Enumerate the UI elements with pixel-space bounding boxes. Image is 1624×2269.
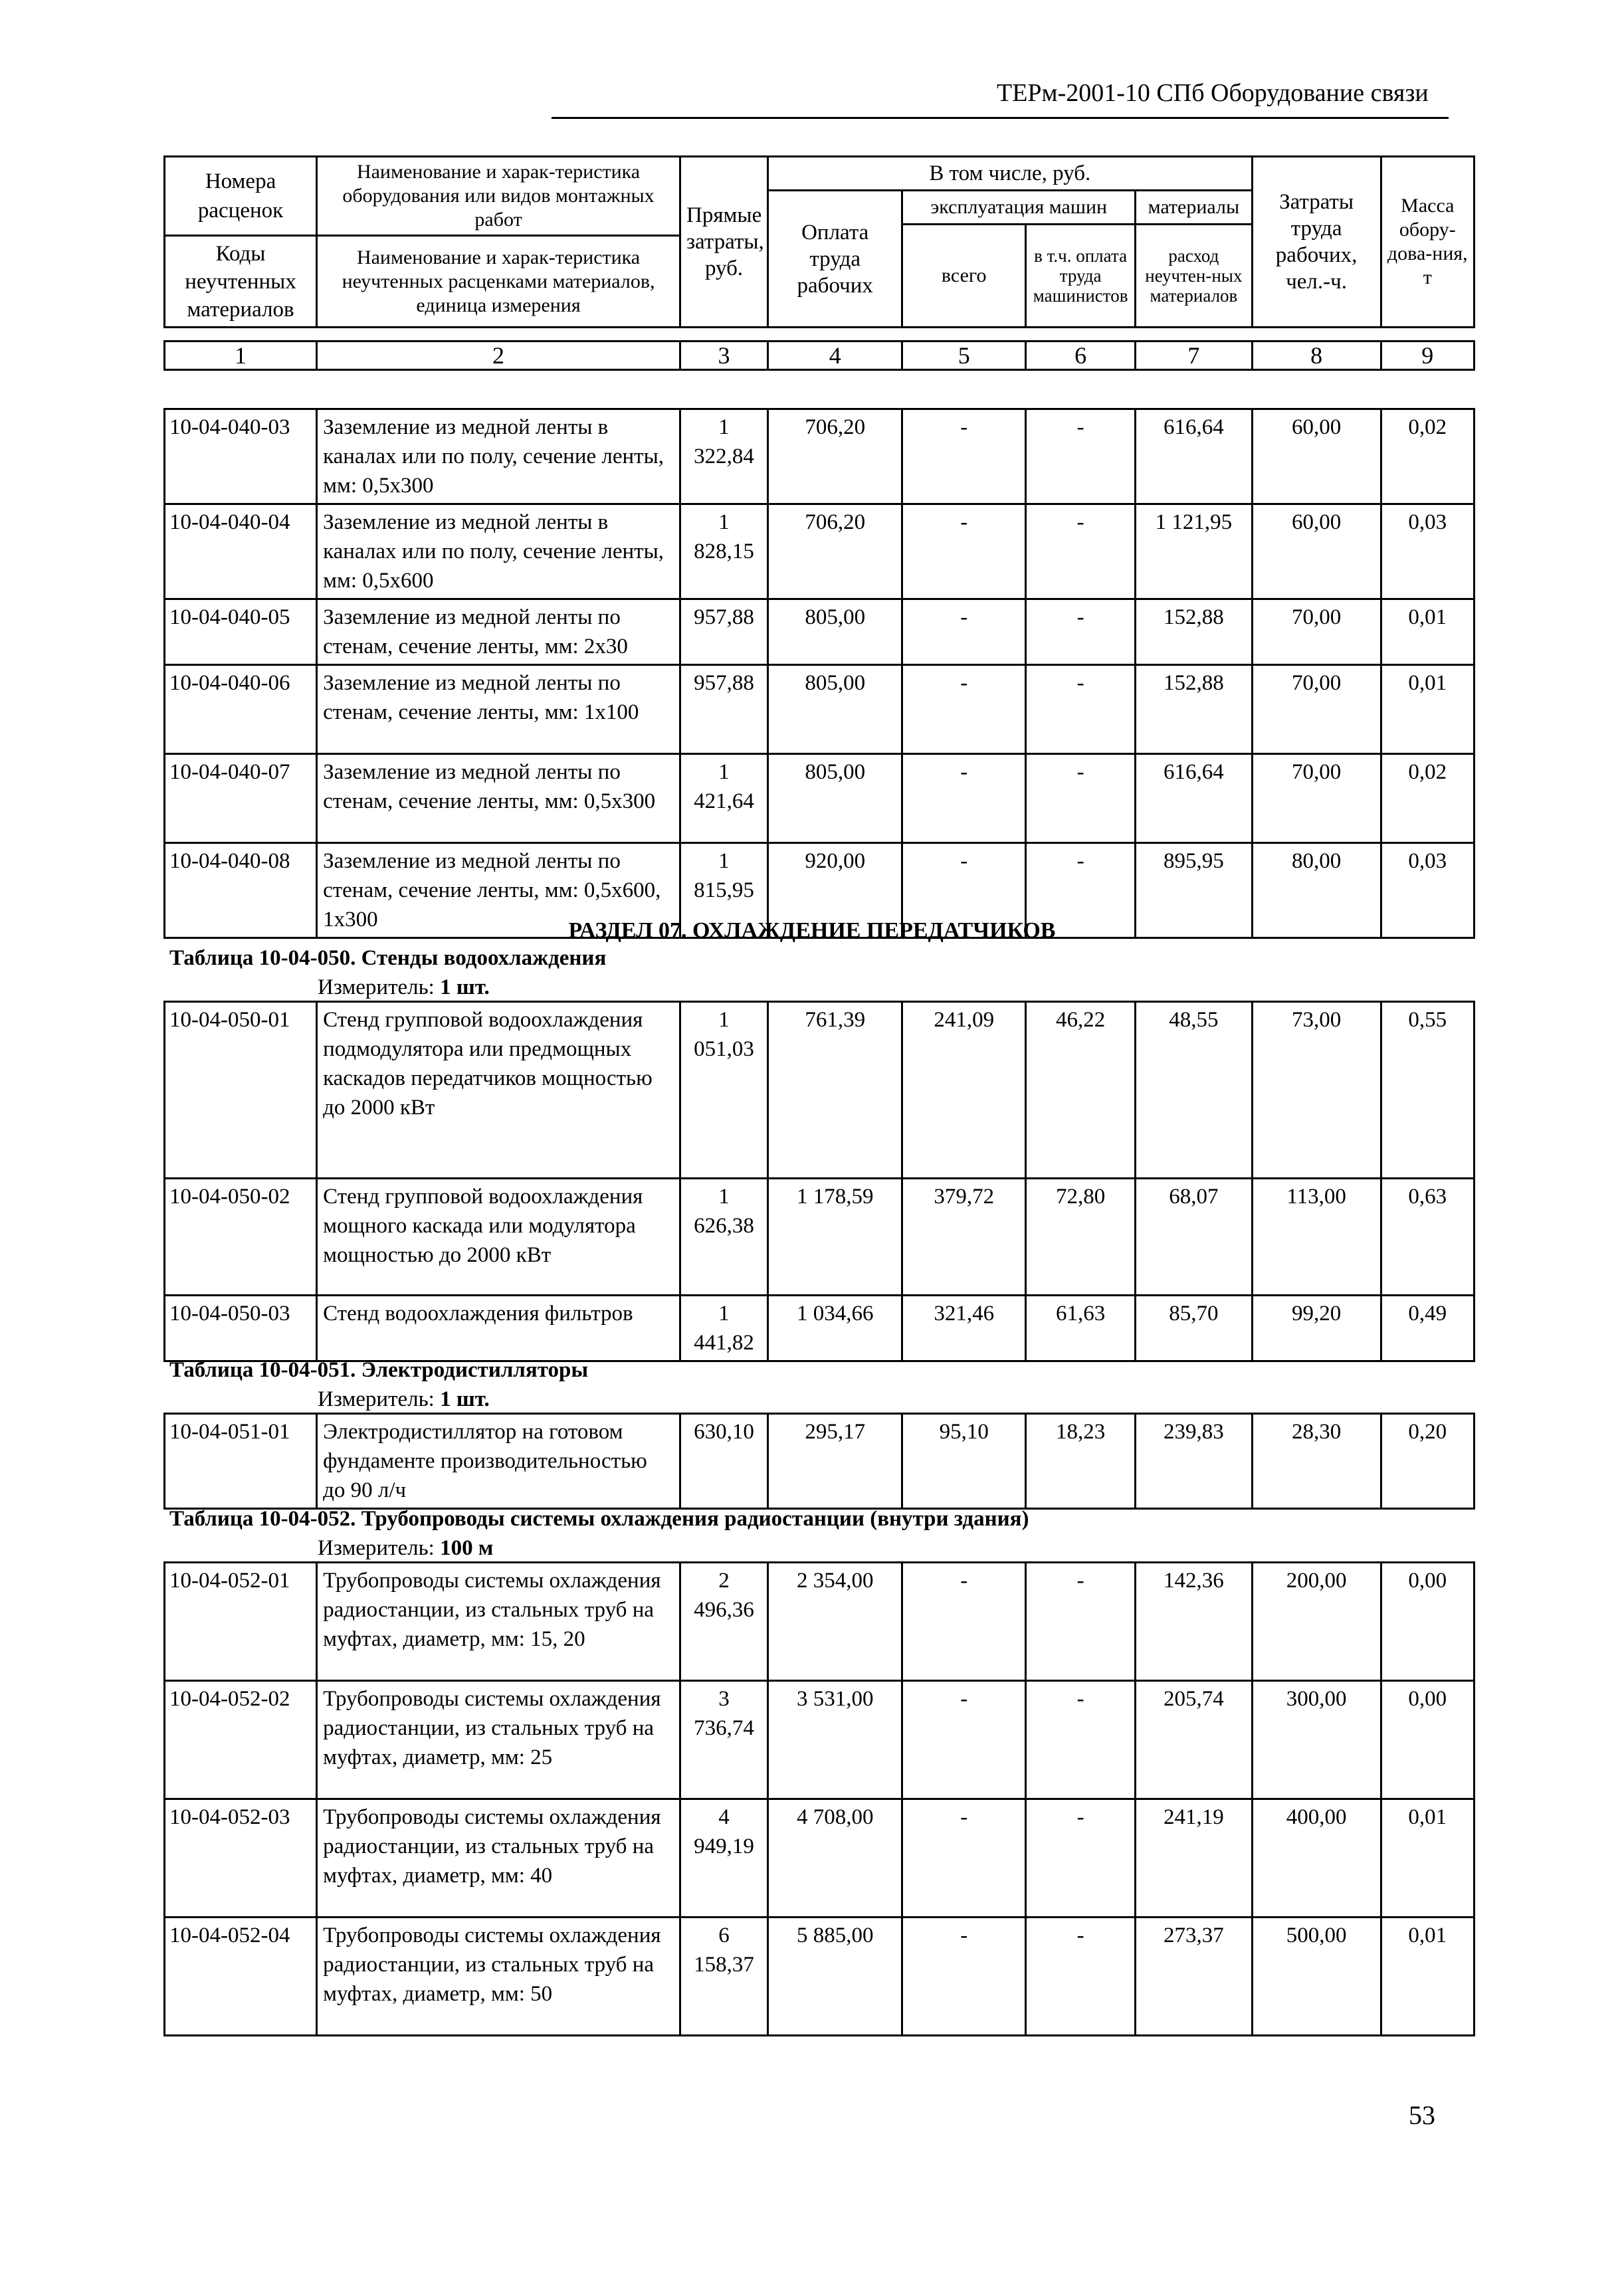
machinist-pay: - bbox=[1026, 1918, 1136, 2036]
column-header-table bbox=[163, 155, 1475, 328]
worker-pay: 805,00 bbox=[768, 599, 902, 665]
materials-cost: 152,88 bbox=[1136, 599, 1252, 665]
labor-hours: 113,00 bbox=[1252, 1179, 1381, 1296]
section-title: РАЗДЕЛ 07. ОХЛАЖДЕНИЕ ПЕРЕДАТЧИКОВ bbox=[568, 918, 1056, 943]
header-machinist-pay: в т.ч. оплата труда машинистов bbox=[1026, 224, 1136, 328]
materials-cost: 239,83 bbox=[1136, 1414, 1252, 1509]
column-number-row bbox=[163, 340, 1475, 371]
labor-hours: 70,00 bbox=[1252, 754, 1381, 843]
machinist-pay: 46,22 bbox=[1026, 1002, 1136, 1179]
header-labor-hours: Затраты труда рабочих, чел.-ч. bbox=[1252, 157, 1381, 328]
rate-code: 10-04-052-01 bbox=[165, 1563, 317, 1681]
rate-code: 10-04-051-01 bbox=[165, 1414, 317, 1509]
header-unaccounted-materials: расход неучтен-ных материалов bbox=[1136, 224, 1252, 328]
header-rate-numbers: Номера расценок bbox=[165, 157, 317, 236]
work-name: Заземление из медной ленты по стенам, сечение ленты, мм: 0,5х600, 1х300 bbox=[317, 843, 680, 938]
labor-hours: 73,00 bbox=[1252, 1002, 1381, 1179]
table-052-measure: Измеритель: 100 м bbox=[318, 1536, 494, 1560]
direct-costs: 630,10 bbox=[680, 1414, 768, 1509]
rate-code: 10-04-040-06 bbox=[165, 665, 317, 754]
direct-costs: 1 441,82 bbox=[680, 1296, 768, 1361]
materials-cost: 895,95 bbox=[1136, 843, 1252, 938]
worker-pay: 805,00 bbox=[768, 754, 902, 843]
materials-cost: 616,64 bbox=[1136, 754, 1252, 843]
worker-pay: 805,00 bbox=[768, 665, 902, 754]
direct-costs: 1 815,95 bbox=[680, 843, 768, 938]
labor-hours: 99,20 bbox=[1252, 1296, 1381, 1361]
machine-total: - bbox=[902, 843, 1026, 938]
work-name: Стенд групповой водоохлаждения мощного каскада или модулятора мощностью до 2000 кВт bbox=[317, 1179, 680, 1296]
worker-pay: 5 885,00 bbox=[768, 1918, 902, 2036]
table-row bbox=[165, 504, 1474, 599]
materials-cost: 616,64 bbox=[1136, 409, 1252, 504]
work-name: Заземление из медной ленты в каналах или по полу, сечение ленты, мм: 0,5х600 bbox=[317, 504, 680, 599]
worker-pay: 706,20 bbox=[768, 409, 902, 504]
machinist-pay: 18,23 bbox=[1026, 1414, 1136, 1509]
rate-code: 10-04-052-02 bbox=[165, 1681, 317, 1799]
header-work-name: Наименование и харак-теристика оборудования или видов монтажных работ bbox=[317, 157, 680, 236]
machine-total: 241,09 bbox=[902, 1002, 1026, 1179]
rates-table-051 bbox=[163, 1413, 1475, 1510]
rates-table-052 bbox=[163, 1561, 1475, 2036]
labor-hours: 28,30 bbox=[1252, 1414, 1381, 1509]
column-number-8: 8 bbox=[1252, 342, 1381, 370]
worker-pay: 1 034,66 bbox=[768, 1296, 902, 1361]
machinist-pay: - bbox=[1026, 504, 1136, 599]
materials-cost: 241,19 bbox=[1136, 1799, 1252, 1918]
rate-code: 10-04-040-04 bbox=[165, 504, 317, 599]
worker-pay: 761,39 bbox=[768, 1002, 902, 1179]
equipment-mass: 0,63 bbox=[1381, 1179, 1474, 1296]
direct-costs: 4 949,19 bbox=[680, 1799, 768, 1918]
worker-pay: 2 354,00 bbox=[768, 1563, 902, 1681]
machine-total: 321,46 bbox=[902, 1296, 1026, 1361]
materials-cost: 85,70 bbox=[1136, 1296, 1252, 1361]
machine-total: - bbox=[902, 599, 1026, 665]
work-name: Трубопроводы системы охлаждения радиостанции, из стальных труб на муфтах, диаметр, мм: 40 bbox=[317, 1799, 680, 1918]
worker-pay: 3 531,00 bbox=[768, 1681, 902, 1799]
column-number-3: 3 bbox=[680, 342, 768, 370]
table-row bbox=[165, 1799, 1474, 1918]
direct-costs: 2 496,36 bbox=[680, 1563, 768, 1681]
header-machine-operation: эксплуатация машин bbox=[902, 191, 1136, 225]
machinist-pay: - bbox=[1026, 754, 1136, 843]
equipment-mass: 0,02 bbox=[1381, 409, 1474, 504]
column-number-4: 4 bbox=[768, 342, 902, 370]
machine-total: 95,10 bbox=[902, 1414, 1026, 1509]
direct-costs: 957,88 bbox=[680, 665, 768, 754]
rate-code: 10-04-050-02 bbox=[165, 1179, 317, 1296]
labor-hours: 200,00 bbox=[1252, 1563, 1381, 1681]
direct-costs: 1 828,15 bbox=[680, 504, 768, 599]
column-number-1: 1 bbox=[165, 342, 317, 370]
materials-cost: 142,36 bbox=[1136, 1563, 1252, 1681]
worker-pay: 4 708,00 bbox=[768, 1799, 902, 1918]
equipment-mass: 0,00 bbox=[1381, 1681, 1474, 1799]
table-050-title: Таблица 10-04-050. Стенды водоохлаждения bbox=[169, 946, 607, 970]
worker-pay: 706,20 bbox=[768, 504, 902, 599]
machinist-pay: - bbox=[1026, 1563, 1136, 1681]
labor-hours: 60,00 bbox=[1252, 504, 1381, 599]
machine-total: - bbox=[902, 665, 1026, 754]
work-name: Трубопроводы системы охлаждения радиостанции, из стальных труб на муфтах, диаметр, мм: 25 bbox=[317, 1681, 680, 1799]
labor-hours: 70,00 bbox=[1252, 665, 1381, 754]
machinist-pay: - bbox=[1026, 1799, 1136, 1918]
header-worker-pay: Оплата труда рабочих bbox=[768, 191, 902, 328]
table-052-title: Таблица 10-04-052. Трубопроводы системы охлаждения радиостанции (внутри здания) bbox=[169, 1507, 1029, 1531]
labor-hours: 300,00 bbox=[1252, 1681, 1381, 1799]
header-direct-costs: Прямые затраты, руб. bbox=[680, 157, 768, 328]
equipment-mass: 0,49 bbox=[1381, 1296, 1474, 1361]
machine-total: - bbox=[902, 1918, 1026, 2036]
direct-costs: 1 051,03 bbox=[680, 1002, 768, 1179]
equipment-mass: 0,00 bbox=[1381, 1563, 1474, 1681]
direct-costs: 1 322,84 bbox=[680, 409, 768, 504]
work-name: Трубопроводы системы охлаждения радиостанции, из стальных труб на муфтах, диаметр, мм: 50 bbox=[317, 1918, 680, 2036]
machinist-pay: - bbox=[1026, 665, 1136, 754]
page-number: 53 bbox=[1409, 2100, 1435, 2130]
equipment-mass: 0,03 bbox=[1381, 504, 1474, 599]
header-machine-total: всего bbox=[902, 224, 1026, 328]
labor-hours: 80,00 bbox=[1252, 843, 1381, 938]
materials-cost: 1 121,95 bbox=[1136, 504, 1252, 599]
column-number-7: 7 bbox=[1136, 342, 1252, 370]
equipment-mass: 0,20 bbox=[1381, 1414, 1474, 1509]
work-name: Заземление из медной ленты в каналах или по полу, сечение ленты, мм: 0,5х300 bbox=[317, 409, 680, 504]
table-050-measure: Измеритель: 1 шт. bbox=[318, 975, 490, 999]
table-051-title: Таблица 10-04-051. Электродистилляторы bbox=[169, 1358, 589, 1382]
table-row bbox=[165, 599, 1474, 665]
rate-code: 10-04-050-03 bbox=[165, 1296, 317, 1361]
rate-code: 10-04-040-08 bbox=[165, 843, 317, 938]
work-name: Стенд групповой водоохлаждения подмодулятора или предмощных каскадов передатчиков мощностью до 2000 кВт bbox=[317, 1002, 680, 1179]
header-including-group: В том числе, руб. bbox=[768, 157, 1253, 191]
materials-cost: 48,55 bbox=[1136, 1002, 1252, 1179]
machinist-pay: 72,80 bbox=[1026, 1179, 1136, 1296]
rate-code: 10-04-050-01 bbox=[165, 1002, 317, 1179]
work-name: Заземление из медной ленты по стенам, сечение ленты, мм: 2х30 bbox=[317, 599, 680, 665]
rates-table-040 bbox=[163, 408, 1475, 939]
direct-costs: 1 421,64 bbox=[680, 754, 768, 843]
running-head: ТЕРм-2001-10 СПб Оборудование связи bbox=[997, 79, 1429, 107]
table-051-measure: Измеритель: 1 шт. bbox=[318, 1387, 490, 1411]
column-number-9: 9 bbox=[1381, 342, 1474, 370]
machine-total: - bbox=[902, 1563, 1026, 1681]
running-head-rule bbox=[552, 117, 1449, 119]
machine-total: - bbox=[902, 409, 1026, 504]
table-row bbox=[165, 665, 1474, 754]
machinist-pay: - bbox=[1026, 409, 1136, 504]
rate-code: 10-04-040-03 bbox=[165, 409, 317, 504]
machinist-pay: 61,63 bbox=[1026, 1296, 1136, 1361]
header-materials: материалы bbox=[1136, 191, 1252, 225]
direct-costs: 957,88 bbox=[680, 599, 768, 665]
equipment-mass: 0,01 bbox=[1381, 1918, 1474, 2036]
equipment-mass: 0,01 bbox=[1381, 599, 1474, 665]
header-material-codes: Коды неучтенных материалов bbox=[165, 236, 317, 328]
table-row bbox=[165, 1179, 1474, 1296]
materials-cost: 273,37 bbox=[1136, 1918, 1252, 2036]
table-row bbox=[165, 754, 1474, 843]
machinist-pay: - bbox=[1026, 843, 1136, 938]
machinist-pay: - bbox=[1026, 1681, 1136, 1799]
direct-costs: 1 626,38 bbox=[680, 1179, 768, 1296]
table-row bbox=[165, 1918, 1474, 2036]
rate-code: 10-04-052-04 bbox=[165, 1918, 317, 2036]
machine-total: 379,72 bbox=[902, 1179, 1026, 1296]
worker-pay: 295,17 bbox=[768, 1414, 902, 1509]
work-name: Стенд водоохлаждения фильтров bbox=[317, 1296, 680, 1361]
machinist-pay: - bbox=[1026, 599, 1136, 665]
rate-code: 10-04-052-03 bbox=[165, 1799, 317, 1918]
labor-hours: 400,00 bbox=[1252, 1799, 1381, 1918]
worker-pay: 920,00 bbox=[768, 843, 902, 938]
rates-table-050 bbox=[163, 1001, 1475, 1362]
table-row bbox=[165, 1414, 1474, 1509]
table-row bbox=[165, 1563, 1474, 1681]
table-row bbox=[165, 409, 1474, 504]
worker-pay: 1 178,59 bbox=[768, 1179, 902, 1296]
machine-total: - bbox=[902, 1799, 1026, 1918]
table-row bbox=[165, 1681, 1474, 1799]
work-name: Трубопроводы системы охлаждения радиостанции, из стальных труб на муфтах, диаметр, мм: 15, 20 bbox=[317, 1563, 680, 1681]
direct-costs: 3 736,74 bbox=[680, 1681, 768, 1799]
materials-cost: 68,07 bbox=[1136, 1179, 1252, 1296]
machine-total: - bbox=[902, 1681, 1026, 1799]
machine-total: - bbox=[902, 754, 1026, 843]
direct-costs: 6 158,37 bbox=[680, 1918, 768, 2036]
equipment-mass: 0,01 bbox=[1381, 1799, 1474, 1918]
equipment-mass: 0,01 bbox=[1381, 665, 1474, 754]
materials-cost: 152,88 bbox=[1136, 665, 1252, 754]
column-number-2: 2 bbox=[317, 342, 680, 370]
header-equipment-mass: Масса обору-дова-ния, т bbox=[1381, 157, 1474, 328]
work-name: Электродистиллятор на готовом фундаменте производительностью до 90 л/ч bbox=[317, 1414, 680, 1509]
column-number-5: 5 bbox=[902, 342, 1026, 370]
work-name: Заземление из медной ленты по стенам, сечение ленты, мм: 0,5х300 bbox=[317, 754, 680, 843]
table-row bbox=[165, 1002, 1474, 1179]
table-row bbox=[165, 1296, 1474, 1361]
equipment-mass: 0,03 bbox=[1381, 843, 1474, 938]
equipment-mass: 0,55 bbox=[1381, 1002, 1474, 1179]
column-number-6: 6 bbox=[1026, 342, 1136, 370]
work-name: Заземление из медной ленты по стенам, сечение ленты, мм: 1х100 bbox=[317, 665, 680, 754]
rate-code: 10-04-040-05 bbox=[165, 599, 317, 665]
labor-hours: 500,00 bbox=[1252, 1918, 1381, 2036]
labor-hours: 60,00 bbox=[1252, 409, 1381, 504]
rate-code: 10-04-040-07 bbox=[165, 754, 317, 843]
machine-total: - bbox=[902, 504, 1026, 599]
materials-cost: 205,74 bbox=[1136, 1681, 1252, 1799]
labor-hours: 70,00 bbox=[1252, 599, 1381, 665]
equipment-mass: 0,02 bbox=[1381, 754, 1474, 843]
header-material-name: Наименование и харак-теристика неучтенных расценками материалов, единица измерения bbox=[317, 236, 680, 328]
